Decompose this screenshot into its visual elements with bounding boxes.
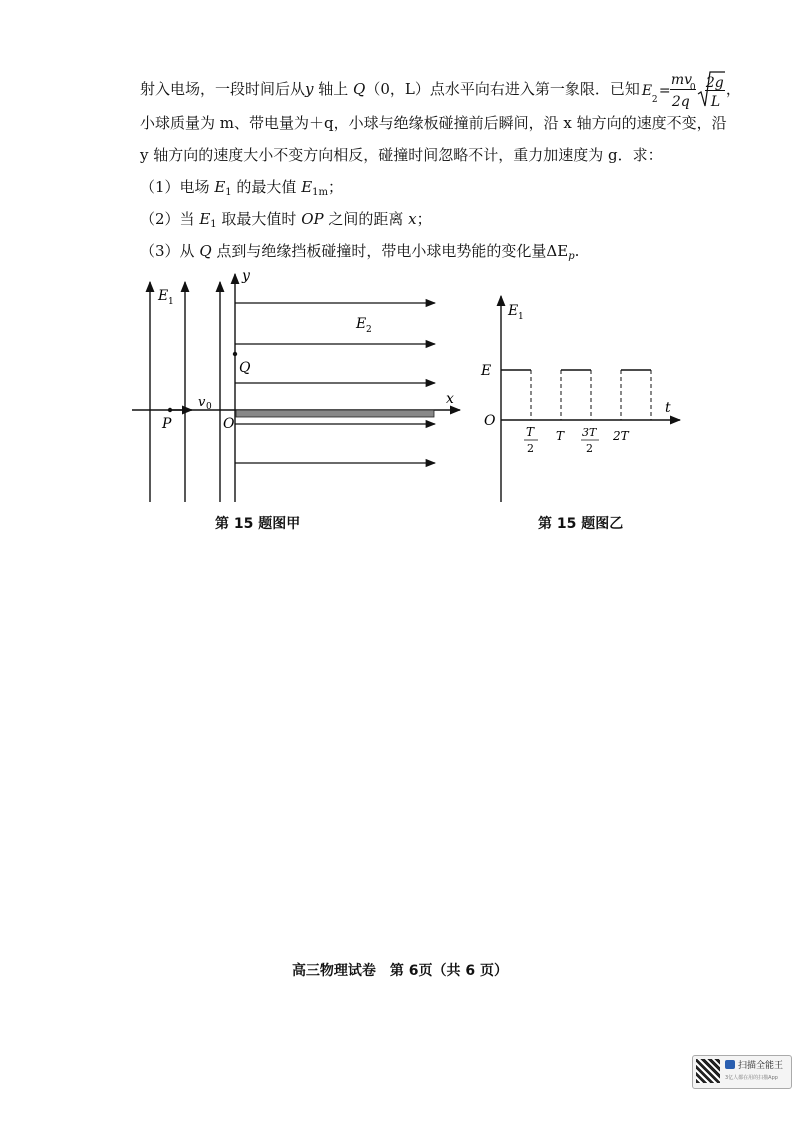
label-E1-axis-sub: 1 [518, 312, 524, 322]
problem-line-2: 小球质量为 m、带电量为＋q，小球与绝缘板碰撞前后瞬间，沿 x 轴方向的速度不变，沿 [140, 114, 727, 132]
q2-OP: OP [301, 210, 324, 228]
e2-formula [642, 70, 724, 110]
question-1 [140, 176, 343, 204]
formula-num-sub: 0 [689, 83, 696, 93]
line1-text-a: 射入电场，一段时间后从 [140, 80, 306, 98]
label-O-origin: O [484, 413, 496, 429]
tick-2T: 2T [613, 429, 629, 443]
q1-E1m-sub: 1m [312, 187, 328, 198]
caption-figure-left: 第 15 题图甲 [215, 516, 301, 532]
label-E-level: E [481, 363, 492, 379]
q3-text-a: （3）从 [140, 242, 200, 260]
label-y: y [242, 270, 250, 284]
label-O: O [223, 416, 235, 432]
label-E2-sub: 2 [366, 325, 372, 335]
label-v0: v [198, 395, 206, 410]
label-Q: Q [239, 360, 251, 376]
insulating-plate [236, 410, 434, 417]
q1-E: E [214, 178, 226, 196]
q3-text-c: . [574, 242, 580, 260]
q3-text-b: 点到与绝缘挡板碰撞时，带电小球电势能的变化量ΔE [211, 242, 569, 260]
tick-3T2-num: 3T [582, 426, 597, 439]
q2-text-a: （2）当 [140, 210, 200, 228]
formula-den: 2q [671, 94, 690, 110]
line1-y: y [305, 80, 314, 98]
line1-Q: Q [353, 80, 366, 98]
formula-root-num: 2g [705, 75, 724, 91]
label-E1-sub: 1 [168, 297, 174, 307]
formula-lhs-sub: 2 [651, 95, 658, 105]
q2-text-b: 取最大值时 [216, 210, 302, 228]
caption-figure-right: 第 15 题图乙 [538, 516, 624, 532]
q1-text-c: ； [328, 178, 344, 196]
formula-num: mv [670, 72, 693, 88]
q1-text-a: （1）电场 [140, 178, 215, 196]
scanner-watermark [692, 1055, 792, 1089]
q1-E-sub: 1 [225, 187, 232, 198]
qr-code-icon [696, 1059, 720, 1083]
tick-T: T [556, 429, 565, 443]
tick-T2-num: T [526, 425, 535, 439]
q2-E: E [199, 210, 211, 228]
formula-lhs: E [641, 83, 653, 99]
camscanner-logo-icon [725, 1060, 735, 1069]
stamp-tagline: 3亿人都在用的扫描App [725, 1075, 778, 1081]
formula-eq: = [658, 83, 671, 99]
line1-end: ， [725, 80, 741, 98]
label-E1-axis: E [508, 303, 519, 319]
label-v0-sub: 0 [206, 402, 212, 412]
label-E2: E [356, 316, 367, 332]
label-x: x [446, 391, 454, 407]
label-t: t [665, 400, 671, 416]
figure-left-diagram [120, 270, 470, 510]
q3-sub: p [568, 251, 575, 262]
label-P: P [162, 416, 172, 432]
problem-line-1 [140, 70, 741, 110]
problem-line-3: y 轴方向的速度大小不变方向相反，碰撞时间忽略不计，重力加速度为 g．求： [140, 146, 663, 164]
question-3 [140, 240, 579, 268]
point-P [168, 408, 172, 412]
q2-x: x [408, 210, 417, 228]
point-Q [233, 352, 237, 356]
q2-E-sub: 1 [210, 219, 217, 230]
label-E1: E [158, 288, 169, 304]
figure-right-graph [475, 290, 685, 510]
stamp-name: 扫描全能王 [738, 1061, 784, 1071]
line1-text-c: （0，L）点水平向右进入第一象限．已知 [365, 80, 640, 98]
question-2 [140, 208, 432, 236]
tick-T2-den: 2 [527, 442, 534, 455]
tick-3T2-den: 2 [586, 442, 593, 455]
formula-root-den: L [710, 94, 721, 110]
page-footer: 高三物理试卷 第 6页（共 6 页） [291, 963, 509, 979]
q1-text-b: 的最大值 [231, 178, 302, 196]
q3-Q: Q [199, 242, 212, 260]
q1-E1m: E [301, 178, 313, 196]
q2-text-c: 之间的距离 [323, 210, 409, 228]
q2-text-d: ； [416, 210, 432, 228]
line1-text-b: 轴上 [313, 80, 354, 98]
